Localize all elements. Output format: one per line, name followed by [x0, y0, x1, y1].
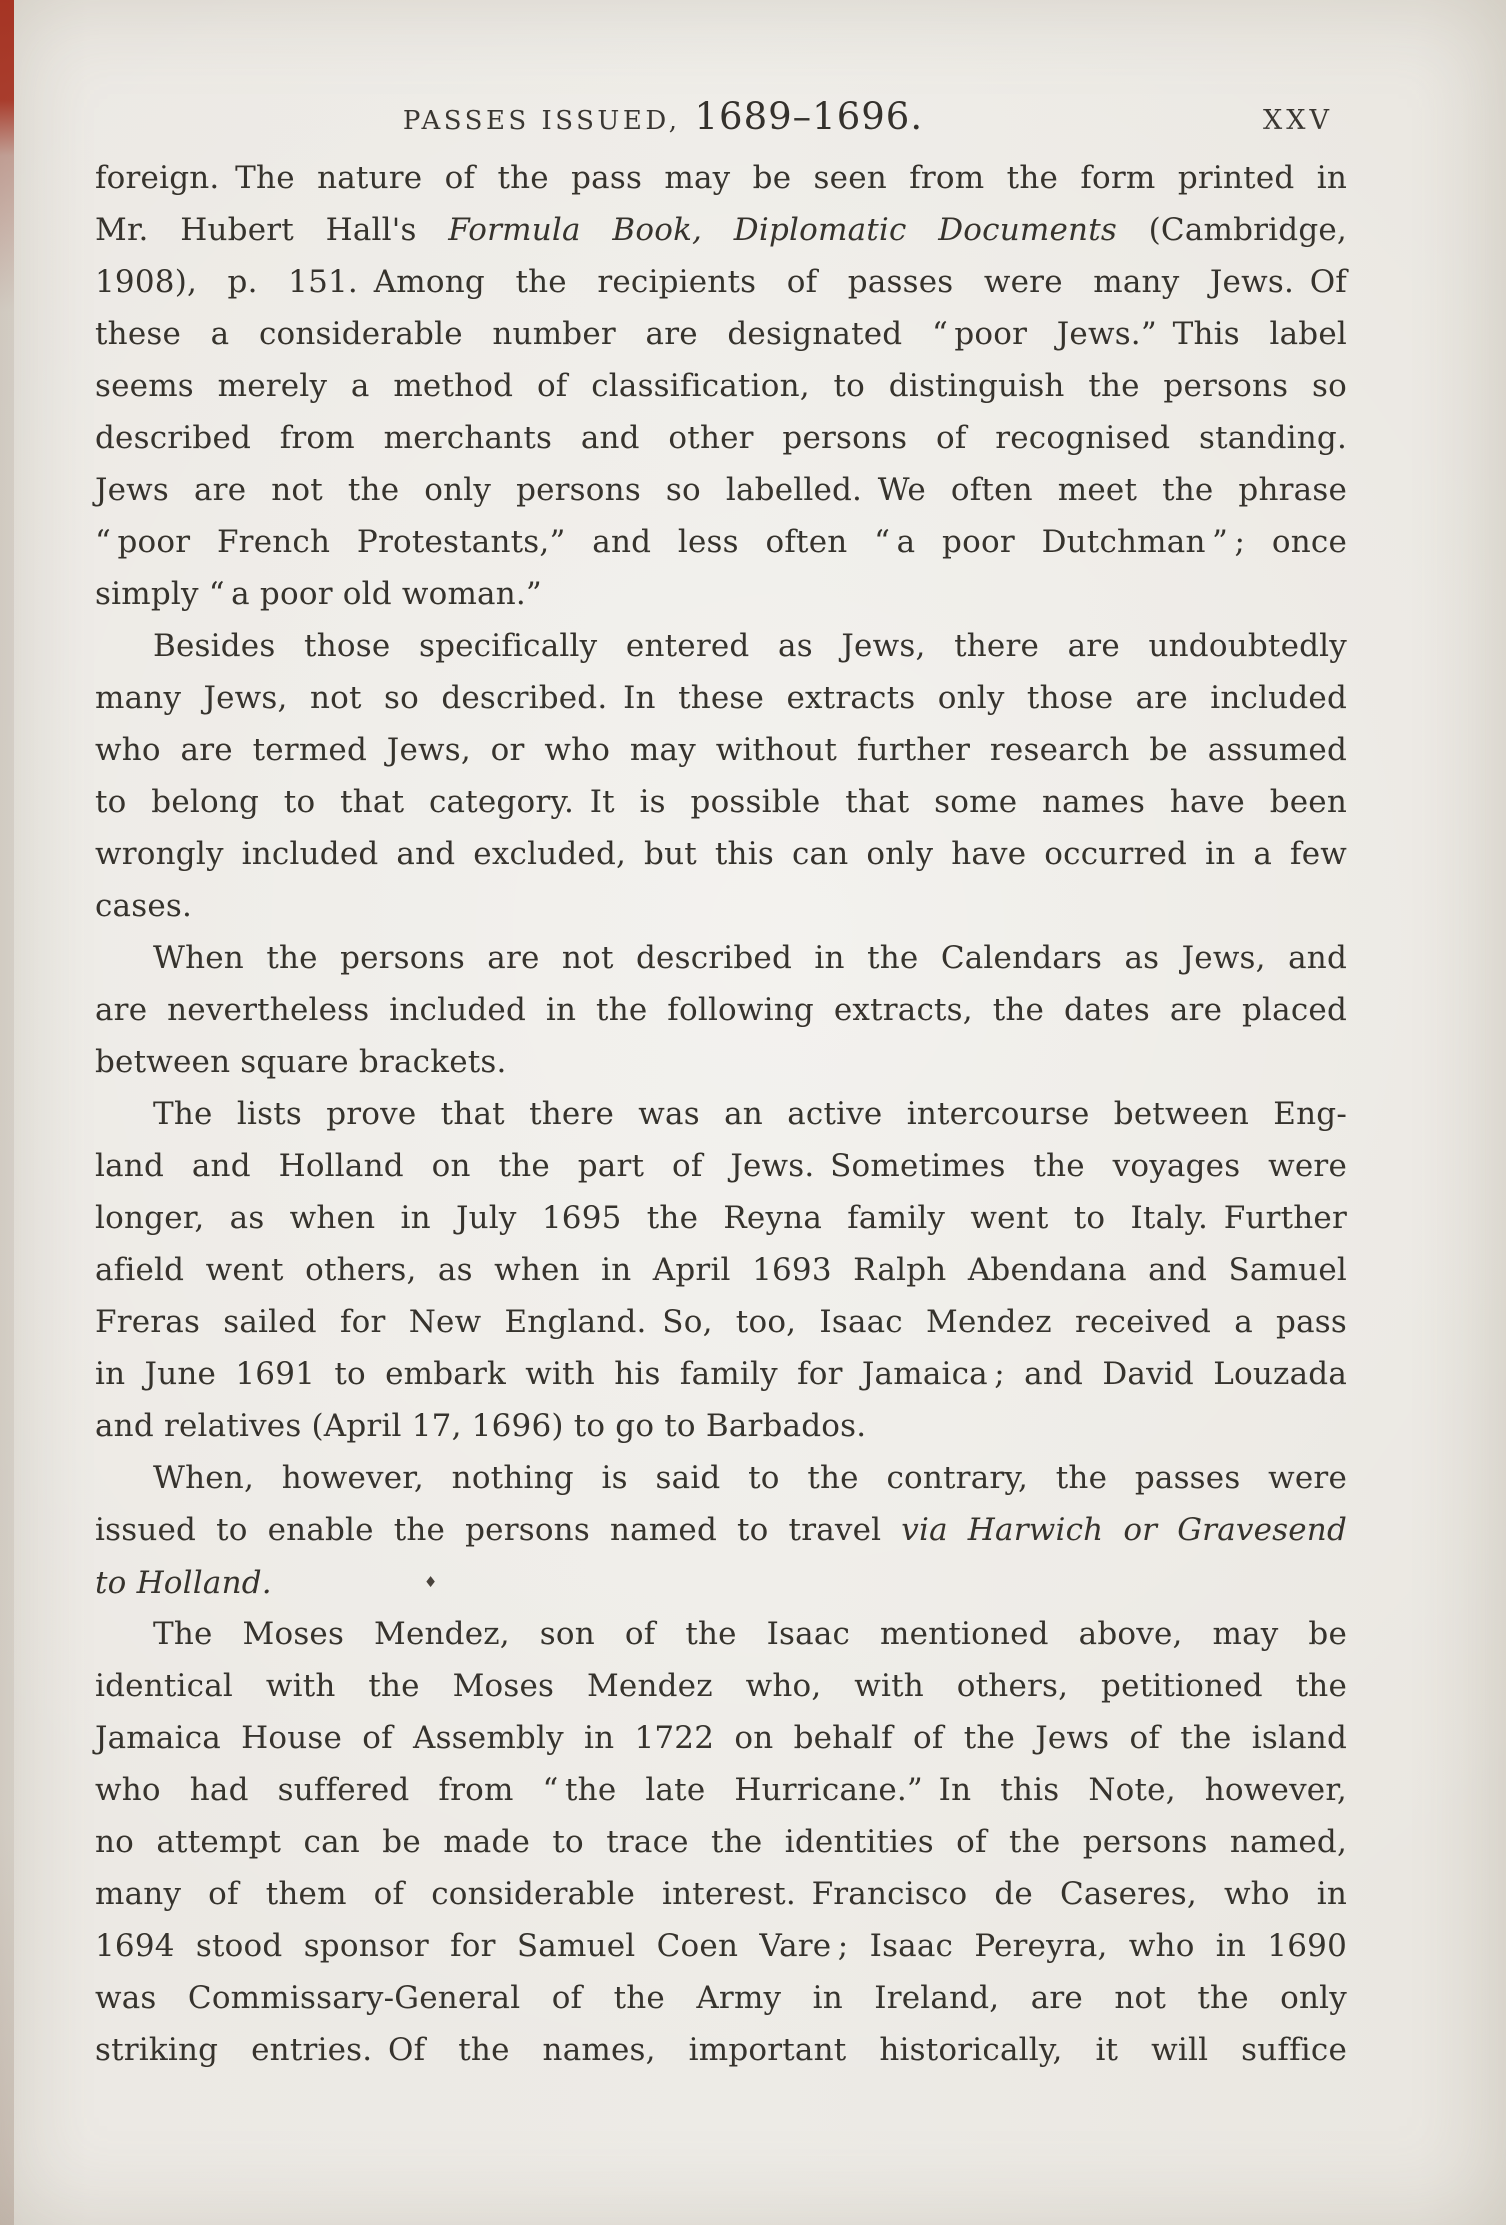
- text-line: issued to enable the persons named to travel via Harwich or Gravesend: [95, 1512, 1347, 1548]
- running-header: [95, 86, 1347, 138]
- text-line: When, however, nothing is said to the contrary, the passes were: [153, 1460, 1347, 1496]
- text-line: wrongly included and excluded, but this can only have occurred in a few: [95, 836, 1347, 872]
- text-line: cases.: [95, 888, 193, 924]
- page-title: [403, 95, 923, 138]
- text-line: The Moses Mendez, son of the Isaac mentioned above, may be: [153, 1616, 1347, 1652]
- page-number: XXV: [1263, 105, 1333, 136]
- text-line: was Commissary-General of the Army in Ireland, are not the only: [95, 1980, 1347, 2016]
- text-line: Jews are not the only persons so labelled. We often meet the phrase: [95, 472, 1347, 508]
- text-line: to belong to that category. It is possible that some names have been: [95, 784, 1347, 820]
- text-line: are nevertheless included in the following extracts, the dates are placed: [95, 992, 1347, 1028]
- text-line: 1694 stood sponsor for Samuel Coen Vare ; Isaac Pereyra, who in 1690: [95, 1928, 1347, 1964]
- text-line: seems merely a method of classification, to distinguish the persons so: [95, 368, 1347, 404]
- text-line: 1908), p. 151. Among the recipients of passes were many Jews. Of: [95, 264, 1347, 300]
- text-line: in June 1691 to embark with his family for Jamaica ; and David Louzada: [95, 1356, 1347, 1392]
- ink-mark: ♦: [423, 1573, 438, 1591]
- text-line: foreign. The nature of the pass may be seen from the form printed in: [95, 160, 1347, 196]
- text-line: Besides those specifically entered as Jews, there are undoubtedly: [153, 628, 1347, 664]
- text-line: The lists prove that there was an active intercourse between Eng-: [153, 1096, 1347, 1132]
- text-line: longer, as when in July 1695 the Reyna family went to Italy. Further: [95, 1200, 1347, 1236]
- text-line: striking entries. Of the names, important historically, it will suffice: [95, 2032, 1347, 2068]
- text-line: Jamaica House of Assembly in 1722 on behalf of the Jews of the island: [95, 1720, 1347, 1756]
- text-line: described from merchants and other persons of recognised standing.: [95, 420, 1347, 456]
- text-line: no attempt can be made to trace the identities of the persons named,: [95, 1824, 1347, 1860]
- text-line: who had suffered from “ the late Hurricane.” In this Note, however,: [95, 1772, 1347, 1808]
- text-line: When the persons are not described in the Calendars as Jews, and: [153, 940, 1347, 976]
- text-line: to Holland. ♦: [95, 1565, 438, 1601]
- text-line: Freras sailed for New England. So, too, Isaac Mendez received a pass: [95, 1304, 1347, 1340]
- text-line: “ poor French Protestants,” and less often “ a poor Dutchman ” ; once: [95, 524, 1347, 560]
- text-line: Mr. Hubert Hall's Formula Book, Diplomatic Documents (Cambridge,: [95, 212, 1347, 248]
- page-title-caps: PASSES ISSUED,: [402, 106, 681, 136]
- text-line: many of them of considerable interest. Francisco de Caseres, who in: [95, 1876, 1347, 1912]
- text-line: simply “ a poor old woman.”: [95, 576, 542, 612]
- text-line: land and Holland on the part of Jews. Sometimes the voyages were: [95, 1148, 1347, 1184]
- text-line: many Jews, not so described. In these extracts only those are included: [95, 680, 1347, 716]
- text-line: afield went others, as when in April 1693 Ralph Abendana and Samuel: [95, 1252, 1347, 1288]
- text-line: and relatives (April 17, 1696) to go to Barbados.: [95, 1408, 867, 1444]
- text-line: who are termed Jews, or who may without further research be assumed: [95, 732, 1347, 768]
- text-line: these a considerable number are designated “ poor Jews.” This label: [95, 316, 1347, 352]
- binding-edge: [0, 0, 14, 2225]
- text-line: identical with the Moses Mendez who, with others, petitioned the: [95, 1668, 1347, 1704]
- page-title-years: 1689–1696.: [694, 95, 924, 138]
- text-line: between square brackets.: [95, 1044, 507, 1080]
- page-body: [95, 152, 1347, 2076]
